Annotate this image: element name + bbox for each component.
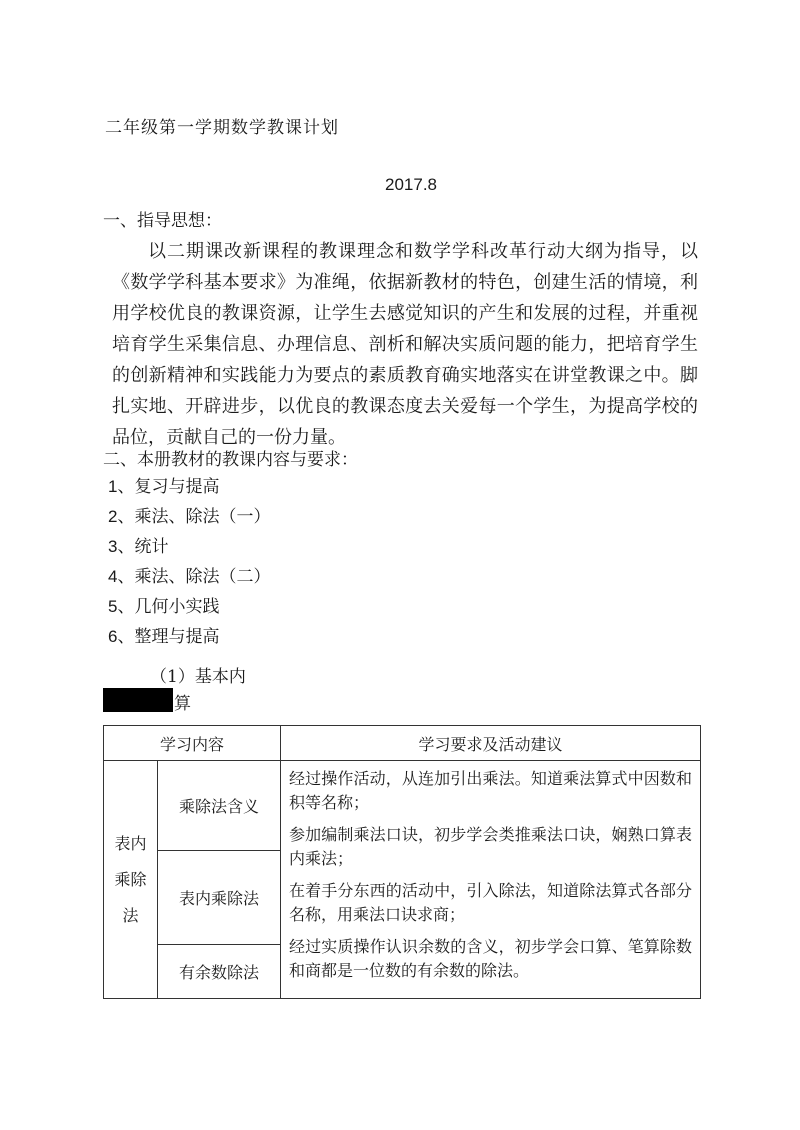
list-item-number: 3 [108, 537, 118, 556]
table-topic-cell: 表内乘除法 [158, 851, 281, 945]
table-header-row [104, 726, 701, 761]
list-item [108, 502, 270, 527]
list-item-number: 1 [108, 477, 118, 496]
list-item-label: 、复习与提高 [117, 477, 220, 497]
list-item-label: 、整理与提高 [117, 627, 220, 647]
table-topic-cell: 有余数除法 [158, 945, 281, 999]
group-label-line: 法 [122, 905, 139, 925]
document-date: 2017.8 [385, 175, 437, 194]
list-item-label: 、统计 [117, 537, 169, 557]
list-item [108, 532, 168, 557]
list-item [108, 592, 219, 617]
list-item-label: 、乘法、除法（一） [117, 507, 271, 527]
list-item-number: 6 [108, 627, 118, 646]
list-item-number: 4 [108, 567, 118, 586]
list-item [108, 622, 219, 647]
table-group-cell [104, 761, 158, 999]
redacted-line-tail: 算 [174, 694, 191, 714]
sub-heading-basic-content: （1）基本内 [150, 667, 246, 687]
table-requirements-cell [281, 761, 701, 999]
list-item-label: 、乘法、除法（二） [117, 567, 271, 587]
list-item [108, 472, 219, 497]
requirement-text: 在着手分东西的活动中，引入除法，知道除法算式各部分名称，用乘法口诀求商； [289, 881, 693, 924]
requirement-text: 参加编制乘法口诀，初步学会类推乘法口诀，娴熟口算表内乘法； [289, 825, 693, 868]
document-title: 二年级第一学期数学教课计划 [105, 118, 339, 138]
list-item [108, 562, 270, 587]
redaction-block [103, 688, 173, 712]
table-row [104, 761, 701, 851]
group-label-line: 表内 [114, 833, 147, 853]
list-item-number: 2 [108, 507, 118, 526]
table-header-requirements: 学习要求及活动建议 [281, 726, 701, 761]
section-heading-content-requirements: 二、本册教材的教课内容与要求： [103, 450, 358, 470]
group-label-line: 乘除 [114, 869, 147, 889]
learning-content-table [103, 725, 701, 999]
requirement-text: 经过操作活动，从连加引出乘法。知道乘法算式中因数和积等名称； [289, 769, 693, 812]
requirement-text: 经过实质操作认识余数的含义，初步学会口算、笔算除数和商都是一位数的有余数的除法。 [289, 937, 693, 980]
table-topic-cell: 乘除法含义 [158, 761, 281, 851]
guiding-ideas-paragraph: 以二期课改新课程的教课理念和数学学科改革行动大纲为指导，以《数学学科基本要求》为准绳，依据新教材的特色，创建生活的情境，利用学校优良的教课资源，让学生去感觉知识的产生和发展的过程，并重视培育学生采集信息、办理信息、剖析和解决实质问题的能力，把培育学生的创新精神和实践能力为要点的素质教育确实地落实在讲堂教课之中。脚扎实地、开辟进步，以优良的教课态度去关爱每一个学生，为提高学校的品位，贡献自己的一份力量。 [112, 241, 698, 448]
list-item-number: 5 [108, 597, 118, 616]
list-item-label: 、几何小实践 [117, 597, 220, 617]
table-header-content: 学习内容 [104, 726, 281, 761]
section-heading-guiding-ideas: 一、指导思想： [103, 211, 222, 231]
